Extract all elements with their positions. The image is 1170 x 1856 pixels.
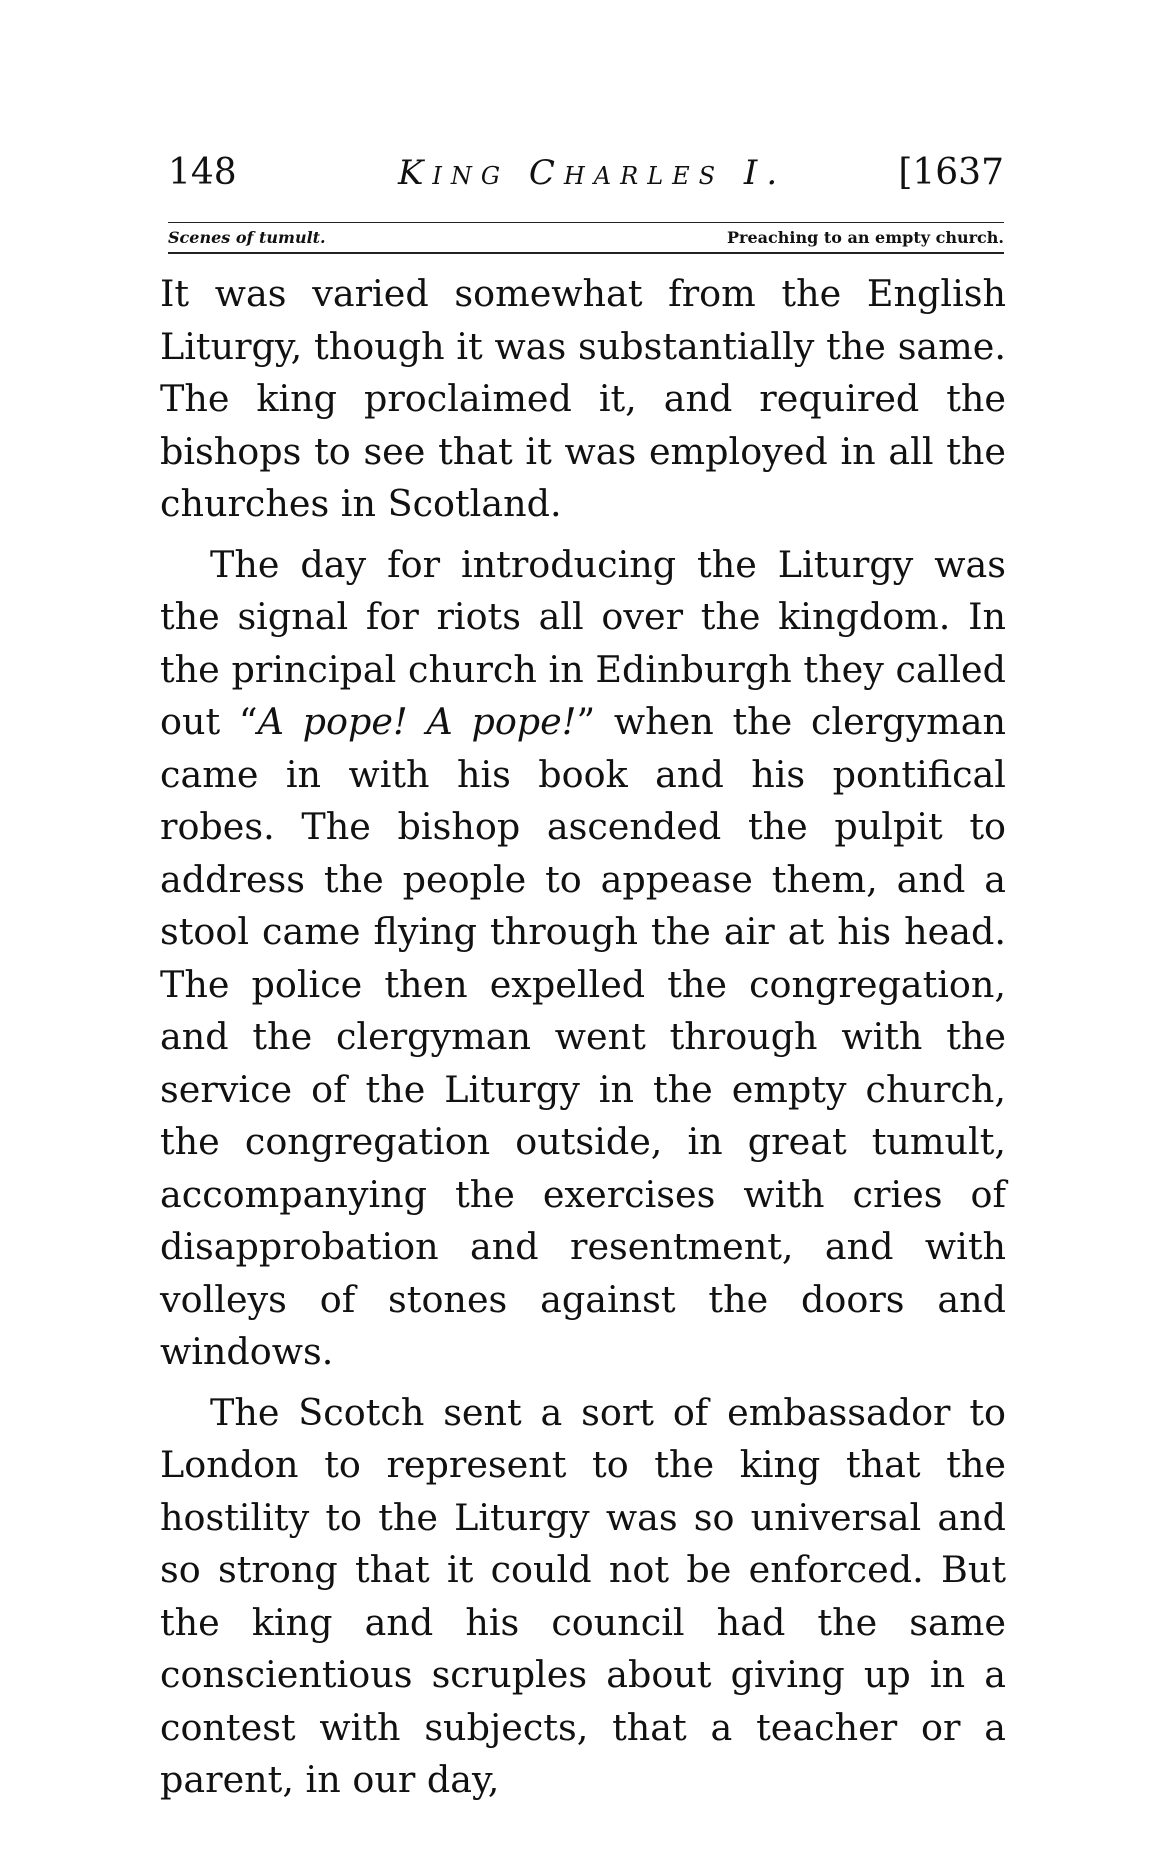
paragraph-3: The Scotch sent a sort of embassador to London to represent to the king that the hostility to the Liturgy was so universal and so strong that it could not be enforced. But the king and his council had the same conscientious scruples about giving up in a contest with subjects, that a teacher or a parent, in our day, [160, 1390, 1006, 1801]
year-marker: [1637 [898, 152, 1004, 193]
marginal-notes [168, 222, 1004, 245]
marginal-note-right: Preaching to an empty church. [727, 228, 1004, 247]
paragraph-2-quote: A pope! A pope! [257, 700, 577, 743]
page-number: 148 [168, 152, 237, 193]
header-rule [168, 252, 1004, 254]
marginal-note-left: Scenes of tumult. [168, 228, 326, 247]
paragraph-2-after: ” when the clergyman came in with his book and his pontifical robes. The bishop ascended the pulpit to address the people to appease them, and a stool came flying through the air at his head. The police then expelled the congregation, and the clergyman went through with the service of the Liturgy in the empty church, the congregation outside, in great tumult, accompanying the exercises with cries of disapprobation and resentment, and with volleys of stones against the doors and windows. [160, 700, 1006, 1373]
paragraph-1: It was varied somewhat from the English Liturgy, though it was substantially the same. The king proclaimed it, and required the bishops to see that it was employed in all the churches in Scotland. [160, 272, 1006, 525]
paragraph-2 [160, 539, 1006, 1379]
book-title: King Charles I. [398, 153, 787, 193]
paragraph-2-before: The day for introducing the Liturgy was the signal for riots all over the kingdom. In the principal church in Edinburgh they called out “ [160, 542, 1006, 743]
running-head [168, 150, 1004, 196]
body-text [160, 268, 1006, 1807]
